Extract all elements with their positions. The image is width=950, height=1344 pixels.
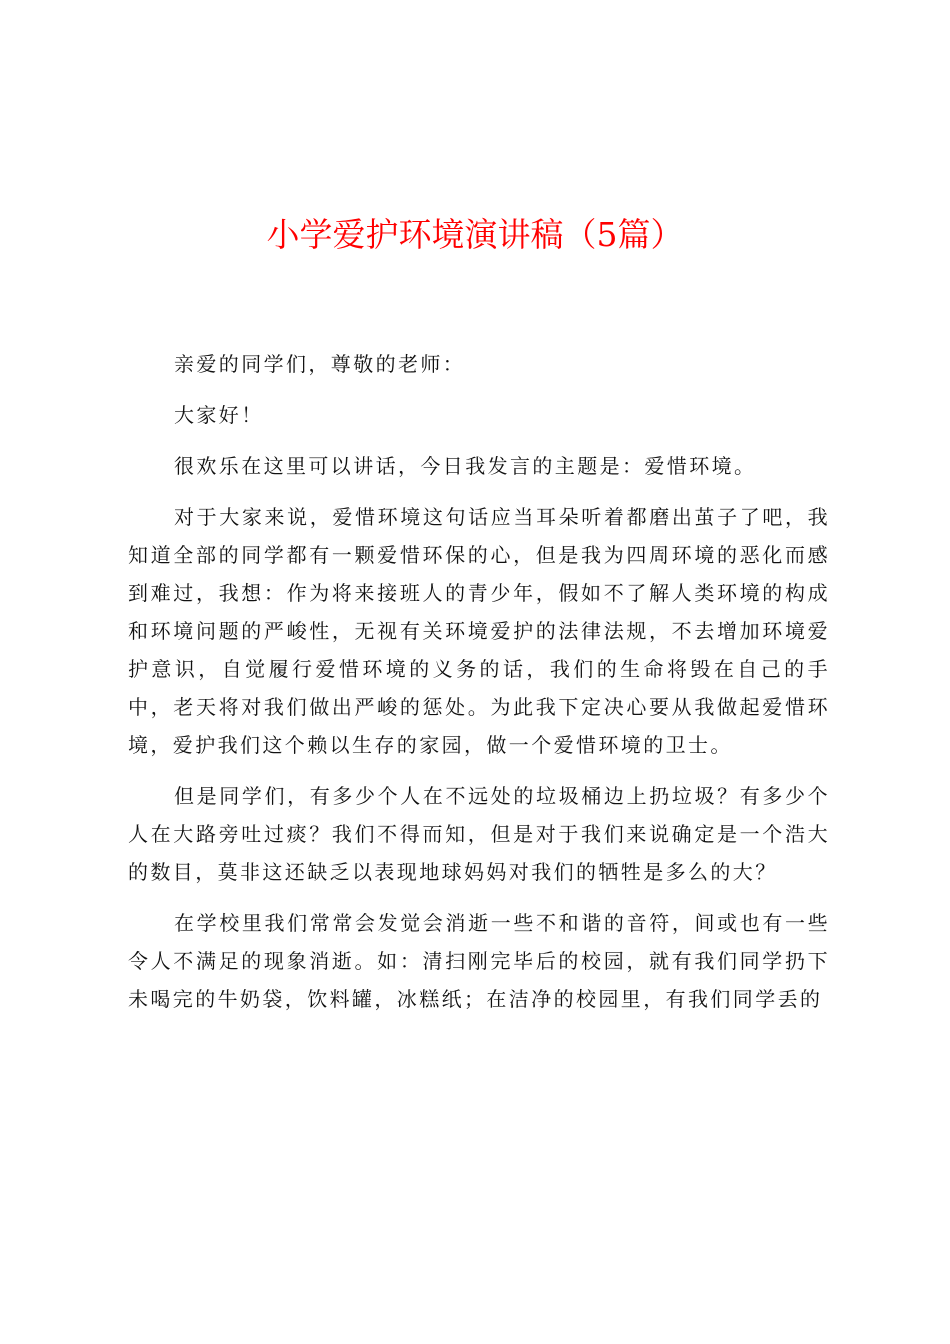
paragraph-greeting: 亲爱的同学们，尊敬的老师：	[174, 352, 466, 376]
document-body	[128, 345, 830, 1031]
paragraph-body-2: 但是同学们，有多少个人在不远处的垃圾桶边上扔垃圾？有多少个人在大路旁吐过痰？我们不得而知，但是对于我们来说确定是一个浩大的数目，莫非这还缺乏以表现地球妈妈对我们的牺牲是多么的大？	[128, 784, 830, 884]
paragraph-body-3: 在学校里我们常常会发觉会消逝一些不和谐的音符，间或也有一些令人不满足的现象消逝。如：清扫刚完毕后的校园，就有我们同学扔下未喝完的牛奶袋，饮料罐，冰糕纸；在洁净的校园里，有我们同学丢的	[128, 911, 830, 1011]
paragraph-hello: 大家好！	[174, 403, 264, 427]
paragraph-topic: 很欢乐在这里可以讲话，今日我发言的主题是：爱惜环境。	[174, 454, 757, 478]
paragraph-body-1: 对于大家来说，爱惜环境这句话应当耳朵听着都磨出茧子了吧，我知道全部的同学都有一颗爱惜环保的心，但是我为四周环境的恶化而感到难过，我想：作为将来接班人的青少年，假如不了解人类环境的构成和环境问题的严峻性，无视有关环境爱护的法律法规，不去增加环境爱护意识，自觉履行爱惜环境的义务的话，我们的生命将毁在自己的手中，老天将对我们做出严峻的惩处。为此我下定决心要从我做起爱惜环境，爱护我们这个赖以生存的家园，做一个爱惜环境的卫士。	[128, 505, 830, 757]
document-title: 小学爱护环境演讲稿（5篇）	[266, 215, 684, 254]
